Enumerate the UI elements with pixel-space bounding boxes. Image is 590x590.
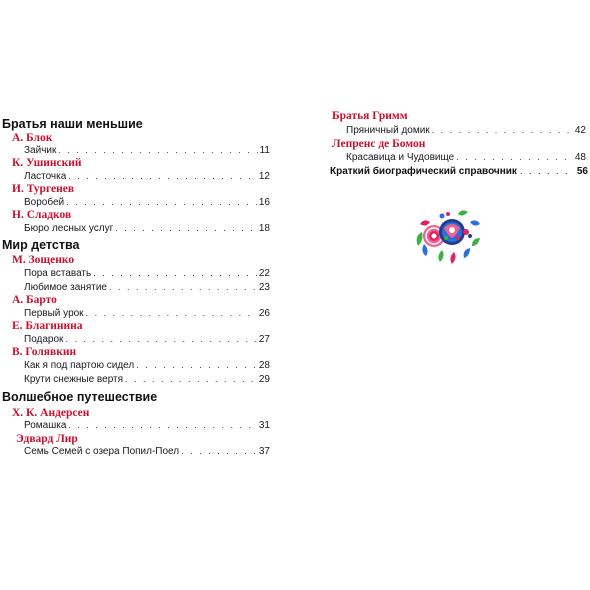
- leader-dots: [109, 282, 257, 292]
- entry-title: Подарок: [24, 334, 64, 345]
- author-golyavkin: В. Голявкин: [12, 346, 77, 358]
- entry-page: 48: [574, 152, 586, 163]
- entry-page: 11: [259, 145, 270, 156]
- toc-entry-buro[interactable]: [24, 223, 270, 234]
- toc-entry-pryanichny[interactable]: [346, 125, 586, 136]
- entry-title: Как я под партою сидел: [24, 360, 135, 371]
- toc-entry-zaichik[interactable]: [24, 145, 270, 156]
- leader-dots: [136, 360, 257, 370]
- berry-icon: [440, 214, 445, 219]
- leaf-icon: [420, 220, 430, 225]
- toc-entry-spravochnik[interactable]: [330, 166, 588, 177]
- author-zoshchenko: М. Зощенко: [12, 254, 75, 266]
- berry-icon: [468, 234, 472, 238]
- leaf-icon: [472, 238, 480, 246]
- entry-title: Семь Семей с озера Попил-Поел: [24, 446, 180, 457]
- entry-title: Первый урок: [24, 308, 84, 319]
- leaf-icon: [464, 248, 470, 258]
- leaf-icon: [417, 232, 423, 246]
- section-title-mir-detstva: Мир детства: [2, 238, 80, 252]
- entry-title: Пора вставать: [24, 268, 92, 279]
- berry-icon: [463, 229, 469, 235]
- entry-title: Крути снежные вертя: [24, 374, 124, 385]
- berry-icon: [446, 212, 450, 216]
- leader-dots: [68, 171, 257, 181]
- entry-title: Ромашка: [24, 420, 67, 431]
- leaf-icon: [458, 210, 468, 215]
- leader-dots: [432, 125, 573, 135]
- author-barto: А. Барто: [12, 294, 57, 306]
- entry-title: Пряничный домик: [346, 125, 430, 136]
- leader-dots: [181, 446, 257, 456]
- author-lear: Эдвард Лир: [16, 433, 78, 445]
- author-blaginina: Е. Благинина: [12, 320, 83, 332]
- toc-entry-krasavica[interactable]: [346, 152, 586, 163]
- entry-title: Красавица и Чудовище: [346, 152, 455, 163]
- entry-page: 27: [258, 334, 270, 345]
- entry-page: 31: [258, 420, 270, 431]
- entry-page: 56: [576, 166, 588, 177]
- entry-page: 18: [258, 223, 270, 234]
- toc-entry-podarok[interactable]: [24, 334, 270, 345]
- entry-title: Бюро лесных услуг: [24, 223, 114, 234]
- toc-entry-lubimoe[interactable]: [24, 282, 270, 293]
- entry-title: Зайчик: [24, 145, 57, 156]
- leader-dots: [66, 197, 257, 207]
- leader-dots: [115, 223, 257, 233]
- toc-entry-kruti[interactable]: [24, 374, 270, 385]
- leaf-icon: [438, 250, 443, 262]
- toc-entry-vorobei[interactable]: [24, 197, 270, 208]
- leader-dots: [58, 145, 257, 155]
- entry-title: Ласточка: [24, 171, 67, 182]
- entry-page: 22: [258, 268, 270, 279]
- leader-dots: [86, 308, 257, 318]
- author-sladkov: Н. Сладков: [12, 209, 72, 221]
- toc-entry-pora[interactable]: [24, 268, 270, 279]
- leader-dots: [68, 420, 256, 430]
- section-title-volshebnoe: Волшебное путешествие: [2, 390, 158, 404]
- entry-title: Любимое занятие: [24, 282, 107, 293]
- author-ushinsky: К. Ушинский: [12, 157, 82, 169]
- author-andersen: Х. К. Андерсен: [12, 407, 90, 419]
- entry-title: Краткий биографический справочник: [330, 166, 517, 177]
- leader-dots: [125, 374, 257, 384]
- toc-entry-sem-semei[interactable]: [24, 446, 270, 457]
- entry-title: Воробей: [24, 197, 65, 208]
- toc-entry-kak-ya[interactable]: [24, 360, 270, 371]
- entry-page: 37: [258, 446, 270, 457]
- leader-dots: [520, 166, 574, 176]
- author-grimm: Братья Гримм: [332, 110, 408, 122]
- leader-dots: [93, 268, 257, 278]
- leaf-icon: [450, 252, 455, 264]
- leaf-icon: [470, 220, 480, 225]
- entry-page: 12: [258, 171, 270, 182]
- section-title-bratya: Братья наши меньшие: [2, 117, 143, 131]
- entry-page: 26: [258, 308, 270, 319]
- author-turgenev: И. Тургенев: [12, 183, 75, 195]
- toc-entry-romashka[interactable]: [24, 420, 270, 431]
- entry-page: 29: [258, 374, 270, 385]
- entry-page: 42: [574, 125, 586, 136]
- author-blok: А. Блок: [12, 132, 53, 144]
- leader-dots: [456, 152, 573, 162]
- author-leprince: Лепренс де Бомон: [332, 138, 426, 150]
- entry-page: 23: [258, 282, 270, 293]
- entry-page: 16: [258, 197, 270, 208]
- leaf-icon: [422, 244, 427, 256]
- leader-dots: [65, 334, 256, 344]
- floral-ornament-icon: [412, 206, 482, 268]
- entry-page: 28: [258, 360, 270, 371]
- toc-entry-lastochka[interactable]: [24, 171, 270, 182]
- toc-entry-urok[interactable]: [24, 308, 270, 319]
